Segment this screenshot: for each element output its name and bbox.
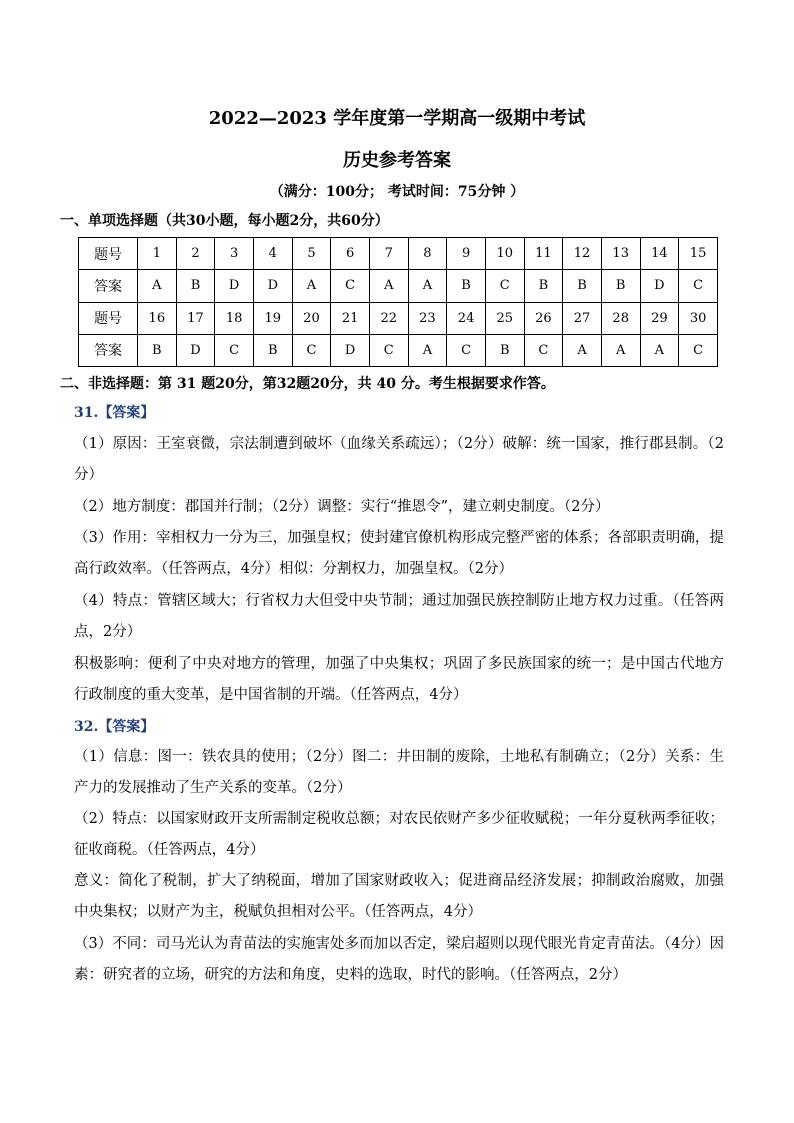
answer-cell: B <box>485 334 524 366</box>
q32-part2: （2）特点：以国家财政开支所需制定税收总额；对农民依财产多少征收赋税；一年分夏秋两季征收；征收商税。（任答两点，4分） <box>74 811 724 858</box>
answer-cell: 20 <box>292 302 331 334</box>
answer-cell: 22 <box>369 302 408 334</box>
answer-cell: 21 <box>331 302 370 334</box>
answer-table-row <box>79 238 718 270</box>
answer-cell: A <box>138 270 177 302</box>
answer-cell: 26 <box>524 302 563 334</box>
answer-cell: A <box>601 334 640 366</box>
answer-cell: 15 <box>679 238 718 270</box>
q31-number: 31. <box>74 405 99 421</box>
q32-significance: 意义：简化了税制，扩大了纳税面，增加了国家财政收入；促进商品经济发展；抑制政治腐败，加强中央集权；以财产为主，税赋负担相对公平。（任答两点，4分） <box>74 873 724 920</box>
q32-heading <box>74 716 154 736</box>
answer-cell: 23 <box>408 302 447 334</box>
answer-cell: B <box>253 334 292 366</box>
answer-cell: 5 <box>292 238 331 270</box>
answer-cell: C <box>292 334 331 366</box>
exam-meta: （满分：100分； 考试时间：75分钟 ） <box>269 184 525 200</box>
answer-cell: C <box>679 270 718 302</box>
q31-part4: （4）特点：管辖区域大；行省权力大但受中央节制；通过加强民族控制防止地方权力过重。（任答两点，2分） <box>74 593 724 640</box>
answer-cell: 25 <box>485 302 524 334</box>
q32-answer-tag: 【答案】 <box>98 719 155 735</box>
answer-cell: 16 <box>138 302 177 334</box>
section2-heading: 二、非选择题：第 31 题20分，第32题20分，共 40 分。考生根据要求作答。 <box>60 376 555 392</box>
answer-cell: D <box>331 334 370 366</box>
row-label: 题号 <box>79 302 138 334</box>
answer-cell: 29 <box>640 302 679 334</box>
answer-cell: A <box>408 270 447 302</box>
answer-cell: C <box>369 334 408 366</box>
q31-answer-tag: 【答案】 <box>98 405 155 421</box>
answer-cell: 10 <box>485 238 524 270</box>
q32-part1: （1）信息：图一：铁农具的使用；（2分）图二：井田制的废除，土地私有制确立；（2分）关系：生产力的发展推动了生产关系的变革。（2分） <box>74 749 724 796</box>
answer-table-row <box>79 334 718 366</box>
answer-cell: 18 <box>215 302 254 334</box>
answer-cell: C <box>215 334 254 366</box>
answer-cell: B <box>138 334 177 366</box>
answer-cell: D <box>215 270 254 302</box>
answer-cell: 24 <box>447 302 486 334</box>
section1-heading: 一、单项选择题（共30小题，每小题2分，共60分） <box>60 213 389 229</box>
answer-cell: C <box>485 270 524 302</box>
q31-part1: （1）原因：王室衰微，宗法制遭到破坏（血缘关系疏远）；（2分）破解：统一国家，推行郡县制。（2分） <box>74 436 724 483</box>
answer-cell: B <box>176 270 215 302</box>
answer-cell: B <box>447 270 486 302</box>
answer-cell: 17 <box>176 302 215 334</box>
q31-part3: （3）作用：宰相权力一分为三，加强皇权；使封建官僚机构形成完整严密的体系；各部职责明确，提高行政效率。（任答两点，4分）相似：分割权力，加强皇权。（2分） <box>74 530 724 577</box>
q32-part3: （3）不同：司马光认为青苗法的实施害处多而加以否定，梁启超则以现代眼光肯定青苗法。（4分）因素：研究者的立场，研究的方法和角度，史料的选取，时代的影响。（任答两点，2分） <box>74 936 724 983</box>
answer-table <box>78 237 718 367</box>
answer-cell: B <box>563 270 602 302</box>
answer-cell: 12 <box>563 238 602 270</box>
answer-cell: A <box>369 270 408 302</box>
answer-cell: 14 <box>640 238 679 270</box>
answer-cell: A <box>563 334 602 366</box>
answer-cell: C <box>331 270 370 302</box>
answer-cell: 9 <box>447 238 486 270</box>
row-label: 答案 <box>79 270 138 302</box>
answer-cell: D <box>640 270 679 302</box>
answer-cell: C <box>679 334 718 366</box>
answer-cell: 13 <box>601 238 640 270</box>
row-label: 题号 <box>79 238 138 270</box>
q31-heading <box>74 402 154 422</box>
q31-impact: 积极影响：便利了中央对地方的管理，加强了中央集权；巩固了多民族国家的统一；是中国古代地方行政制度的重大变革，是中国省制的开端。（任答两点，4分） <box>74 656 724 703</box>
answer-cell: C <box>524 334 563 366</box>
answer-cell: 6 <box>331 238 370 270</box>
answer-cell: 19 <box>253 302 292 334</box>
answer-cell: 1 <box>138 238 177 270</box>
answer-table-row <box>79 270 718 302</box>
answer-cell: 28 <box>601 302 640 334</box>
exam-title: 2022—2023 学年度第一学期高一级期中考试 <box>208 108 586 129</box>
answer-cell: 11 <box>524 238 563 270</box>
answer-cell: A <box>292 270 331 302</box>
answer-cell: D <box>176 334 215 366</box>
answer-cell: 2 <box>176 238 215 270</box>
answer-cell: 4 <box>253 238 292 270</box>
q31-part2: （2）地方制度：郡国并行制；（2分）调整：实行“推恩令”，建立刺史制度。（2分） <box>74 499 610 515</box>
q32-number: 32. <box>74 719 99 735</box>
row-label: 答案 <box>79 334 138 366</box>
answer-cell: 27 <box>563 302 602 334</box>
answer-cell: 30 <box>679 302 718 334</box>
answer-cell: A <box>640 334 679 366</box>
answer-cell: B <box>601 270 640 302</box>
answer-cell: 7 <box>369 238 408 270</box>
answer-cell: 8 <box>408 238 447 270</box>
answer-cell: B <box>524 270 563 302</box>
answer-cell: D <box>253 270 292 302</box>
answer-cell: 3 <box>215 238 254 270</box>
answer-table-row <box>79 302 718 334</box>
answer-cell: C <box>447 334 486 366</box>
answer-cell: A <box>408 334 447 366</box>
answer-key-subtitle: 历史参考答案 <box>343 150 451 171</box>
